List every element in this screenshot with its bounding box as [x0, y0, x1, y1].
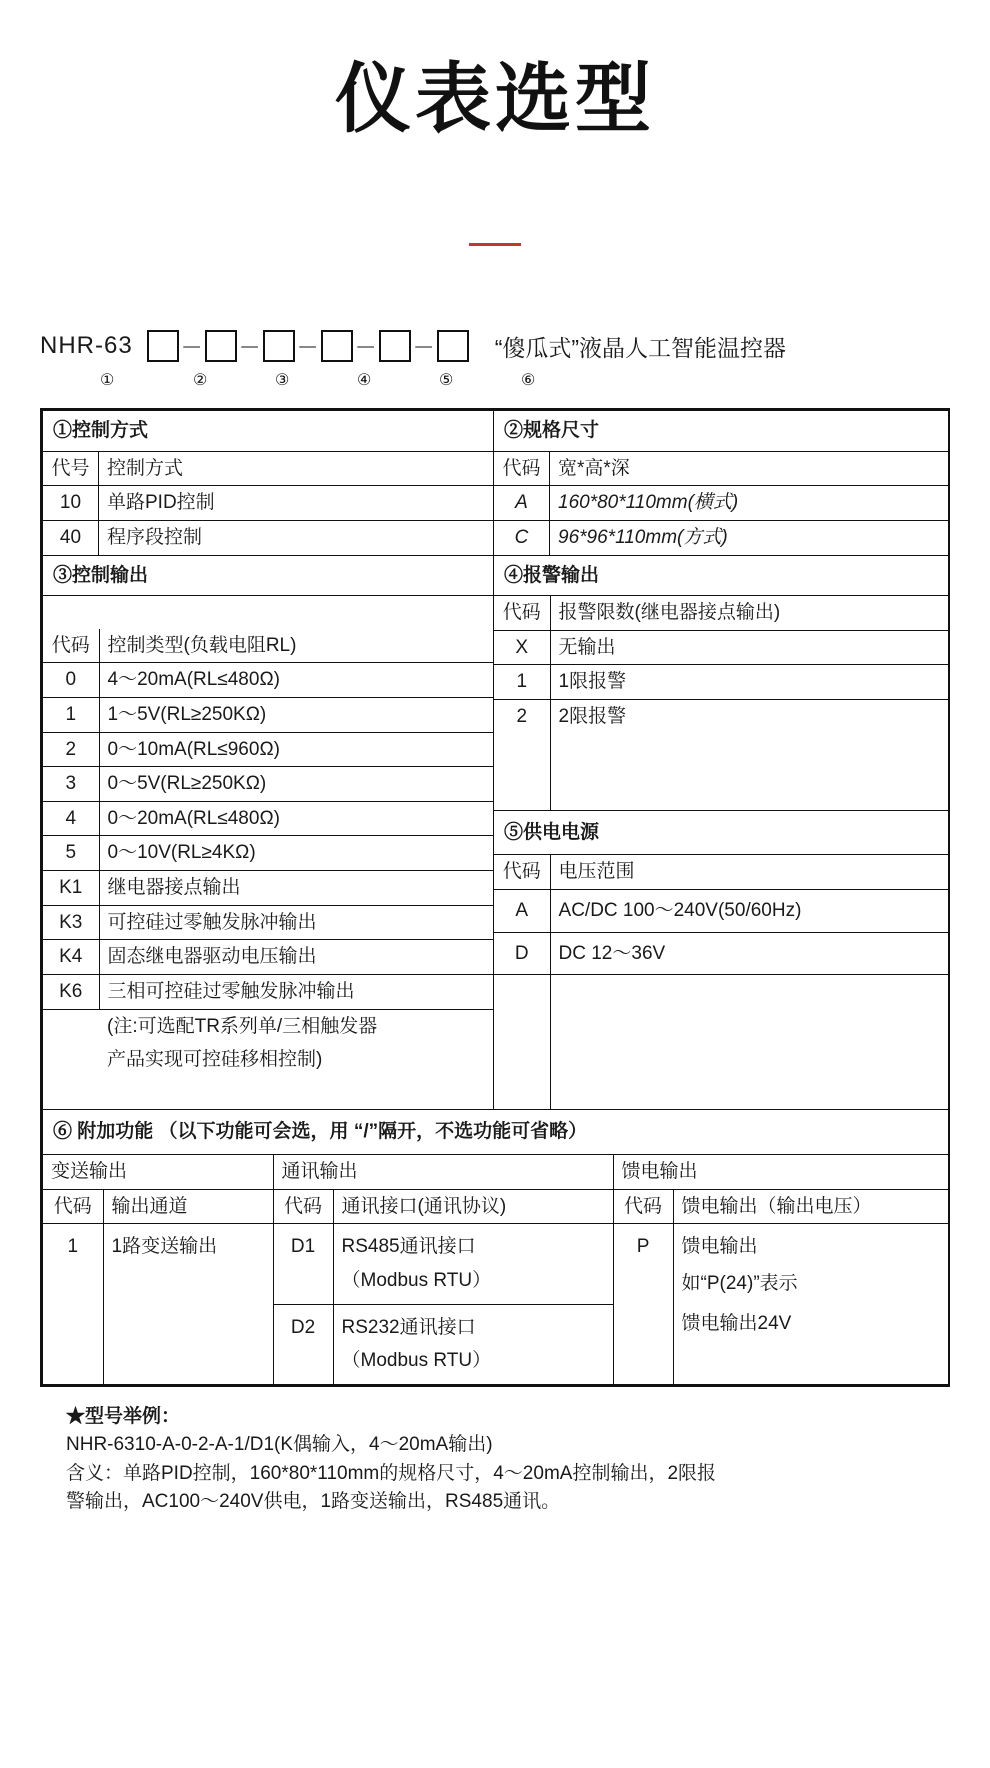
transmit-code-1: 1 [43, 1224, 103, 1384]
section-3-name-2: 0～10mA(RL≤960Ω) [99, 732, 493, 767]
transmit-name-header: 输出通道 [103, 1189, 273, 1224]
feed-name-line1: 馈电输出 [673, 1224, 948, 1264]
page-title: 仪表选型 [335, 54, 655, 143]
table-row [43, 520, 949, 555]
transmit-name-1: 1路变送输出 [103, 1224, 273, 1384]
section-2-heading: ②规格尺寸 [494, 411, 949, 452]
feed-code-header: 代码 [613, 1189, 673, 1224]
example-label: ★型号举例： [66, 1405, 181, 1427]
section-3-4-5-body [43, 596, 949, 1110]
table-row [43, 486, 949, 521]
section-5-name-header: 电压范围 [550, 855, 948, 890]
feed-name-filler [673, 1344, 948, 1384]
section-5-name-a: AC/DC 100～240V(50/60Hz) [550, 890, 948, 933]
section-1-code-40: 40 [43, 520, 99, 555]
group-title-feed: 馈电输出 [613, 1155, 948, 1189]
section-3-note-line-1: (注:可选配TR系列单/三相触发器 [99, 1009, 493, 1043]
comm-code-header: 代码 [273, 1189, 333, 1224]
section-3-code-0: 0 [43, 663, 99, 698]
section-3-column-header-row [43, 629, 493, 663]
table-row [43, 905, 493, 940]
table-row [494, 665, 948, 700]
model-marker-2: ② [193, 372, 208, 389]
model-dash-4: － [354, 334, 377, 360]
section-3-name-0: 4～20mA(RL≤480Ω) [99, 663, 493, 698]
table-row [43, 697, 493, 732]
table-row [43, 767, 493, 802]
section-5-code-a: A [494, 890, 550, 933]
section-3-code-1: 1 [43, 697, 99, 732]
section-4-column-header-row [494, 596, 948, 630]
section-3-name-k1: 继电器接点输出 [99, 871, 493, 906]
section-5-name-d: DC 12～36V [550, 932, 948, 975]
model-marker-5: ⑤ [439, 372, 454, 389]
model-marker-6: ⑥ [521, 372, 536, 389]
section-1-code-10: 10 [43, 486, 99, 521]
section-3-code-4: 4 [43, 801, 99, 836]
section-5-filler-right [550, 975, 948, 1110]
model-markers [0, 370, 990, 396]
section-1-code-header: 代号 [43, 451, 99, 486]
section-5-heading: ⑤供电电源 [494, 810, 948, 855]
section-3-table-cell [43, 596, 494, 1110]
section-4-table [494, 596, 948, 1109]
section-5-code-header: 代码 [494, 855, 550, 890]
model-dash-3: － [296, 334, 319, 360]
group-title-transmit: 变送输出 [43, 1155, 273, 1189]
model-dash-5: － [412, 334, 435, 360]
comm-name-d2-line1: RS232通讯接口 [333, 1304, 613, 1344]
section-2-code-header: 代码 [494, 451, 550, 486]
table-row [494, 630, 948, 665]
example-meaning-line-2: 警输出，AC100～240V供电，1路变送输出，RS485通讯。 [66, 1491, 561, 1513]
section-3-note-line-2: 产品实现可控硅移相控制) [107, 1049, 323, 1071]
section-6-column-header-row [43, 1189, 948, 1224]
feed-code-p: P [613, 1224, 673, 1384]
section-4-name-2: 2限报警 [550, 700, 948, 734]
transmit-code-header: 代码 [43, 1189, 103, 1224]
section-2-name-header: 宽*高*深 [550, 451, 949, 486]
section-3-table [43, 629, 493, 1077]
comm-code-d1: D1 [273, 1224, 333, 1304]
section-heading-row-1 [43, 411, 949, 452]
model-description: “傻瓜式”液晶人工智能温控器 [494, 334, 787, 361]
section-4-name-header: 报警限数(继电器接点输出) [550, 596, 948, 630]
model-marker-3: ③ [275, 372, 290, 389]
selection-table [40, 408, 950, 1387]
section-3-note-spacer-2 [43, 1043, 99, 1077]
model-marker-4: ④ [357, 372, 372, 389]
section-4-name-1: 1限报警 [550, 665, 948, 700]
model-box-3[interactable] [263, 330, 295, 362]
section-3-note-spacer-1 [43, 1009, 99, 1043]
section-5-filler-left [494, 975, 550, 1110]
section-2-name-a: 160*80*110mm(横式) [550, 486, 949, 521]
section-3-code-k3: K3 [43, 905, 99, 940]
feed-name-header: 馈电输出（输出电压） [673, 1189, 948, 1224]
section-3-note-row-2 [43, 1043, 493, 1077]
model-dash-2: － [238, 334, 261, 360]
section-3-code-5: 5 [43, 836, 99, 871]
section-4-filler-left [494, 734, 550, 811]
section-3-name-1: 1～5V(RL≥250KΩ) [99, 697, 493, 732]
table-row [43, 871, 493, 906]
section-4-code-header: 代码 [494, 596, 550, 630]
example-meaning-line-1: 含义：单路PID控制，160*80*110mm的规格尺寸，4～20mA控制输出，2限报 [66, 1462, 717, 1484]
section-1-2-column-header-row [43, 451, 949, 486]
model-box-5[interactable] [379, 330, 411, 362]
comm-name-d1-line1: RS485通讯接口 [333, 1224, 613, 1264]
section-3-code-header: 代码 [43, 629, 99, 663]
section-3-name-4: 0～20mA(RL≤480Ω) [99, 801, 493, 836]
section-4-filler-right [550, 734, 948, 811]
table-row [43, 732, 493, 767]
comm-code-d2: D2 [273, 1304, 333, 1384]
comm-name-header: 通讯接口(通讯协议) [333, 1189, 613, 1224]
feed-name-line2: 如“P(24)”表示 [673, 1264, 948, 1304]
section-6-heading-row [43, 1110, 949, 1155]
table-row [43, 801, 493, 836]
model-box-1[interactable] [147, 330, 179, 362]
section-1-heading: ①控制方式 [43, 411, 494, 452]
model-prefix: NHR-63 [40, 332, 133, 359]
model-dash-1: － [180, 334, 203, 360]
comm-name-d2-line2: （Modbus RTU） [333, 1344, 613, 1384]
section-4-code-1: 1 [494, 665, 550, 700]
section-6-group-title-row [43, 1155, 948, 1189]
title-divider [469, 243, 521, 246]
section-5-heading-row [494, 810, 948, 855]
section-3-name-header: 控制类型(负载电阻RL) [99, 629, 493, 663]
table-row [43, 1224, 948, 1264]
section-1-name-header: 控制方式 [99, 451, 494, 486]
section-3-name-k3: 可控硅过零触发脉冲输出 [99, 905, 493, 940]
section-1-name-10: 单路PID控制 [99, 486, 494, 521]
section-3-code-k4: K4 [43, 940, 99, 975]
section-heading-row-2 [43, 555, 949, 596]
table-row [43, 940, 493, 975]
section-3-code-2: 2 [43, 732, 99, 767]
model-box-4[interactable] [321, 330, 353, 362]
model-marker-1: ① [100, 372, 115, 389]
section-3-name-5: 0～10V(RL≥4KΩ) [99, 836, 493, 871]
table-row [494, 700, 948, 734]
table-row [494, 890, 948, 933]
table-row [43, 836, 493, 871]
section-2-name-c: 96*96*110mm(方式) [550, 520, 949, 555]
section-4-name-x: 无输出 [550, 630, 948, 665]
section-6-heading: ⑥ 附加功能 （以下功能可会选，用 “/”隔开，不选功能可省略） [43, 1110, 949, 1155]
section-3-name-k6: 三相可控硅过零触发脉冲输出 [99, 975, 493, 1010]
feed-name-line3: 馈电输出24V [673, 1304, 948, 1344]
section-3-name-3: 0～5V(RL≥250KΩ) [99, 767, 493, 802]
section-3-note-row-1 [43, 1009, 493, 1043]
section-2-code-c: C [494, 520, 550, 555]
section-3-name-k4: 固态继电器驱动电压输出 [99, 940, 493, 975]
table-row [43, 975, 493, 1010]
example-model: NHR-6310-A-0-2-A-1/D1(K偶输入，4～20mA输出) [66, 1434, 493, 1456]
section-4-code-x: X [494, 630, 550, 665]
section-4-5-cell [494, 596, 949, 1110]
section-6-cell [43, 1154, 949, 1384]
model-box-6[interactable] [437, 330, 469, 362]
table-row [43, 663, 493, 698]
table-row [494, 932, 948, 975]
section-3-code-k1: K1 [43, 871, 99, 906]
model-code-line [0, 324, 990, 368]
section-6-body-row [43, 1154, 949, 1384]
section-2-code-a: A [494, 486, 550, 521]
section-5-column-header-row [494, 855, 948, 890]
group-title-comm: 通讯输出 [273, 1155, 613, 1189]
comm-name-d1-line2: （Modbus RTU） [333, 1264, 613, 1304]
section-4-code-2: 2 [494, 700, 550, 734]
section-4-heading: ④报警输出 [494, 555, 949, 596]
section-3-heading: ③控制输出 [43, 555, 494, 596]
section-5-code-d: D [494, 932, 550, 975]
section-6-table [43, 1155, 948, 1384]
section-3-code-3: 3 [43, 767, 99, 802]
section-3-code-k6: K6 [43, 975, 99, 1010]
example-block [66, 1403, 950, 1517]
section-1-name-40: 程序段控制 [99, 520, 494, 555]
section-4-filler-row [494, 734, 948, 811]
section-5-filler-row [494, 975, 948, 1110]
model-box-2[interactable] [205, 330, 237, 362]
